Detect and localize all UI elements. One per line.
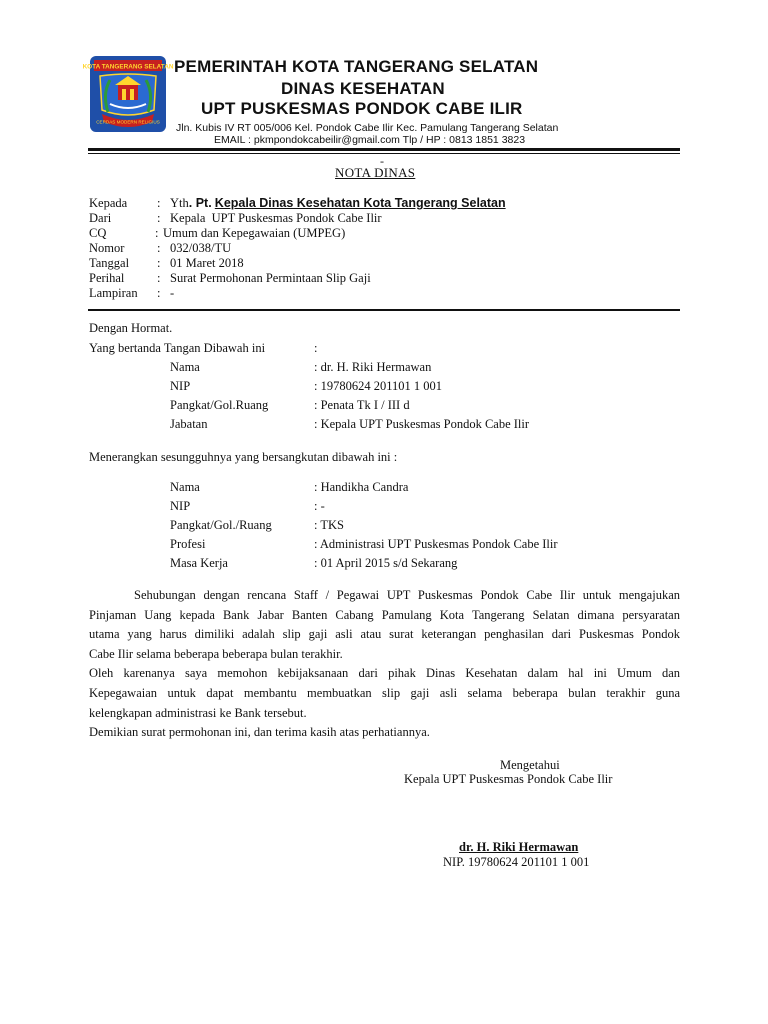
perihal-value: Surat Permohonan Permintaan Slip Gaji xyxy=(170,271,371,285)
letterhead-contact: EMAIL : pkmpondokcabeilir@gmail.com Tlp / HP : 0813 1851 3823 xyxy=(214,134,526,146)
signer-label: Pangkat/Gol.Ruang xyxy=(170,398,269,412)
salutation: Dengan Hormat. xyxy=(89,321,173,335)
signer-label: Nama xyxy=(170,360,200,374)
kepada-label: Kepada xyxy=(89,196,128,210)
dari-label: Dari xyxy=(89,211,112,225)
signer-label: NIP xyxy=(170,379,191,393)
subject-label: NIP xyxy=(170,499,191,513)
kepada-recipient: Kepala Dinas Kesehatan Kota Tangerang Selatan xyxy=(214,196,506,210)
kepada-pt: . Pt. xyxy=(188,196,212,210)
perihal-colon: : xyxy=(157,271,161,285)
letterhead-thick-rule xyxy=(88,148,680,151)
logo-top-text: KOTA TANGERANG SELATAN xyxy=(82,63,174,71)
signer-value: : Penata Tk I / III d xyxy=(314,398,410,412)
logo-bottom-text: CERDAS MODERN RELIGIUS xyxy=(96,119,160,125)
letterhead-address: Jln. Kubis IV RT 005/006 Kel. Pondok Cabe Ilir Kec. Pamulang Tangerang Selatan xyxy=(176,122,559,134)
subject-label: Profesi xyxy=(170,537,206,551)
tanggal-label: Tanggal xyxy=(89,256,130,270)
subject-value: : Handikha Candra xyxy=(314,480,409,494)
dari-colon: : xyxy=(157,211,161,225)
subject-value: : 01 April 2015 s/d Sekarang xyxy=(314,556,458,570)
letterhead-agency: DINAS KESEHATAN xyxy=(281,79,445,98)
signer-position: Kepala UPT Puskesmas Pondok Cabe Ilir xyxy=(404,772,613,786)
signer-nip: NIP. 19780624 201101 1 001 xyxy=(443,855,590,869)
signer-value: : 19780624 201101 1 001 xyxy=(314,379,443,393)
lampiran-label: Lampiran xyxy=(89,286,138,300)
kepada-colon: : xyxy=(157,196,161,210)
paragraph-line: kelengkapan administrasi ke Bank tersebut. xyxy=(89,705,307,720)
acknowledge-label: Mengetahui xyxy=(500,758,560,772)
tanggal-colon: : xyxy=(157,256,161,270)
subject-label: Nama xyxy=(170,480,200,494)
cq-value: Umum dan Kepegawaian (UMPEG) xyxy=(163,226,346,240)
perihal-label: Perihal xyxy=(89,271,125,285)
paragraph-line: Oleh karenanya saya memohon kebijaksanaan dari pihak Dinas Kesehatan dalam hal ini Umum dan xyxy=(89,666,680,681)
paragraph-line: Kepegawaian untuk dapat membantu membuatkan slip gaji asli selama beberapa bulan terakhir guna xyxy=(89,685,680,700)
letterhead-unit: UPT PUSKESMAS PONDOK CABE ILIR xyxy=(201,99,523,118)
signer-value: : Kepala UPT Puskesmas Pondok Cabe Ilir xyxy=(314,417,530,431)
cq-label: CQ xyxy=(89,226,107,240)
tanggal-value: 01 Maret 2018 xyxy=(170,256,244,270)
kepada-prefix: Yth xyxy=(170,196,189,210)
subject-value: : Administrasi UPT Puskesmas Pondok Cabe Ilir xyxy=(314,537,558,551)
paragraph-request xyxy=(89,586,680,743)
cq-colon: : xyxy=(155,226,159,240)
signer-value: : dr. H. Riki Hermawan xyxy=(314,360,432,374)
title-dash: - xyxy=(380,154,384,168)
paragraph-line: Pinjaman Uang kepada Bank Jabar Banten Cabang Pamulang Kota Tangerang Selatan dimana persyaratan xyxy=(89,607,680,622)
subject-label: Pangkat/Gol./Ruang xyxy=(170,518,272,532)
statement-text: Menerangkan sesungguhnya yang bersangkutan dibawah ini : xyxy=(89,450,398,464)
signer-name: dr. H. Riki Hermawan xyxy=(459,840,579,854)
signer-label: Jabatan xyxy=(170,417,208,431)
paragraph-line: utama yang harus dimiliki adalah slip gaji asli atau surat keterangan penghasilan dari Puskesmas Pondok xyxy=(89,627,680,642)
paragraph-closing: Demikian surat permohonan ini, dan terima kasih atas perhatiannya. xyxy=(89,725,430,740)
nomor-value: 032/038/TU xyxy=(170,241,232,255)
subject-value: : TKS xyxy=(314,518,344,532)
header-divider xyxy=(88,309,680,311)
document-title: NOTA DINAS xyxy=(335,165,416,180)
intro-text: Yang bertanda Tangan Dibawah ini xyxy=(89,341,266,355)
subject-label: Masa Kerja xyxy=(170,556,228,570)
letterhead-thin-rule xyxy=(88,153,680,154)
lampiran-value: - xyxy=(170,286,175,300)
paragraph-line: Sehubungan dengan rencana Staff / Pegawai UPT Puskesmas Pondok Cabe Ilir untuk mengajukan xyxy=(134,588,680,602)
lampiran-colon: : xyxy=(157,286,161,300)
intro-colon: : xyxy=(314,341,318,355)
paragraph-line: Cabe Ilir selama beberapa beberapa bulan terakhir. xyxy=(89,646,343,661)
dari-value: Kepala UPT Puskesmas Pondok Cabe Ilir xyxy=(170,211,382,225)
city-emblem-logo xyxy=(82,54,174,134)
nomor-label: Nomor xyxy=(89,241,125,255)
kepada-value xyxy=(170,196,506,211)
letterhead-government: PEMERINTAH KOTA TANGERANG SELATAN xyxy=(174,57,539,76)
subject-value: : - xyxy=(314,499,325,513)
nomor-colon: : xyxy=(157,241,161,255)
